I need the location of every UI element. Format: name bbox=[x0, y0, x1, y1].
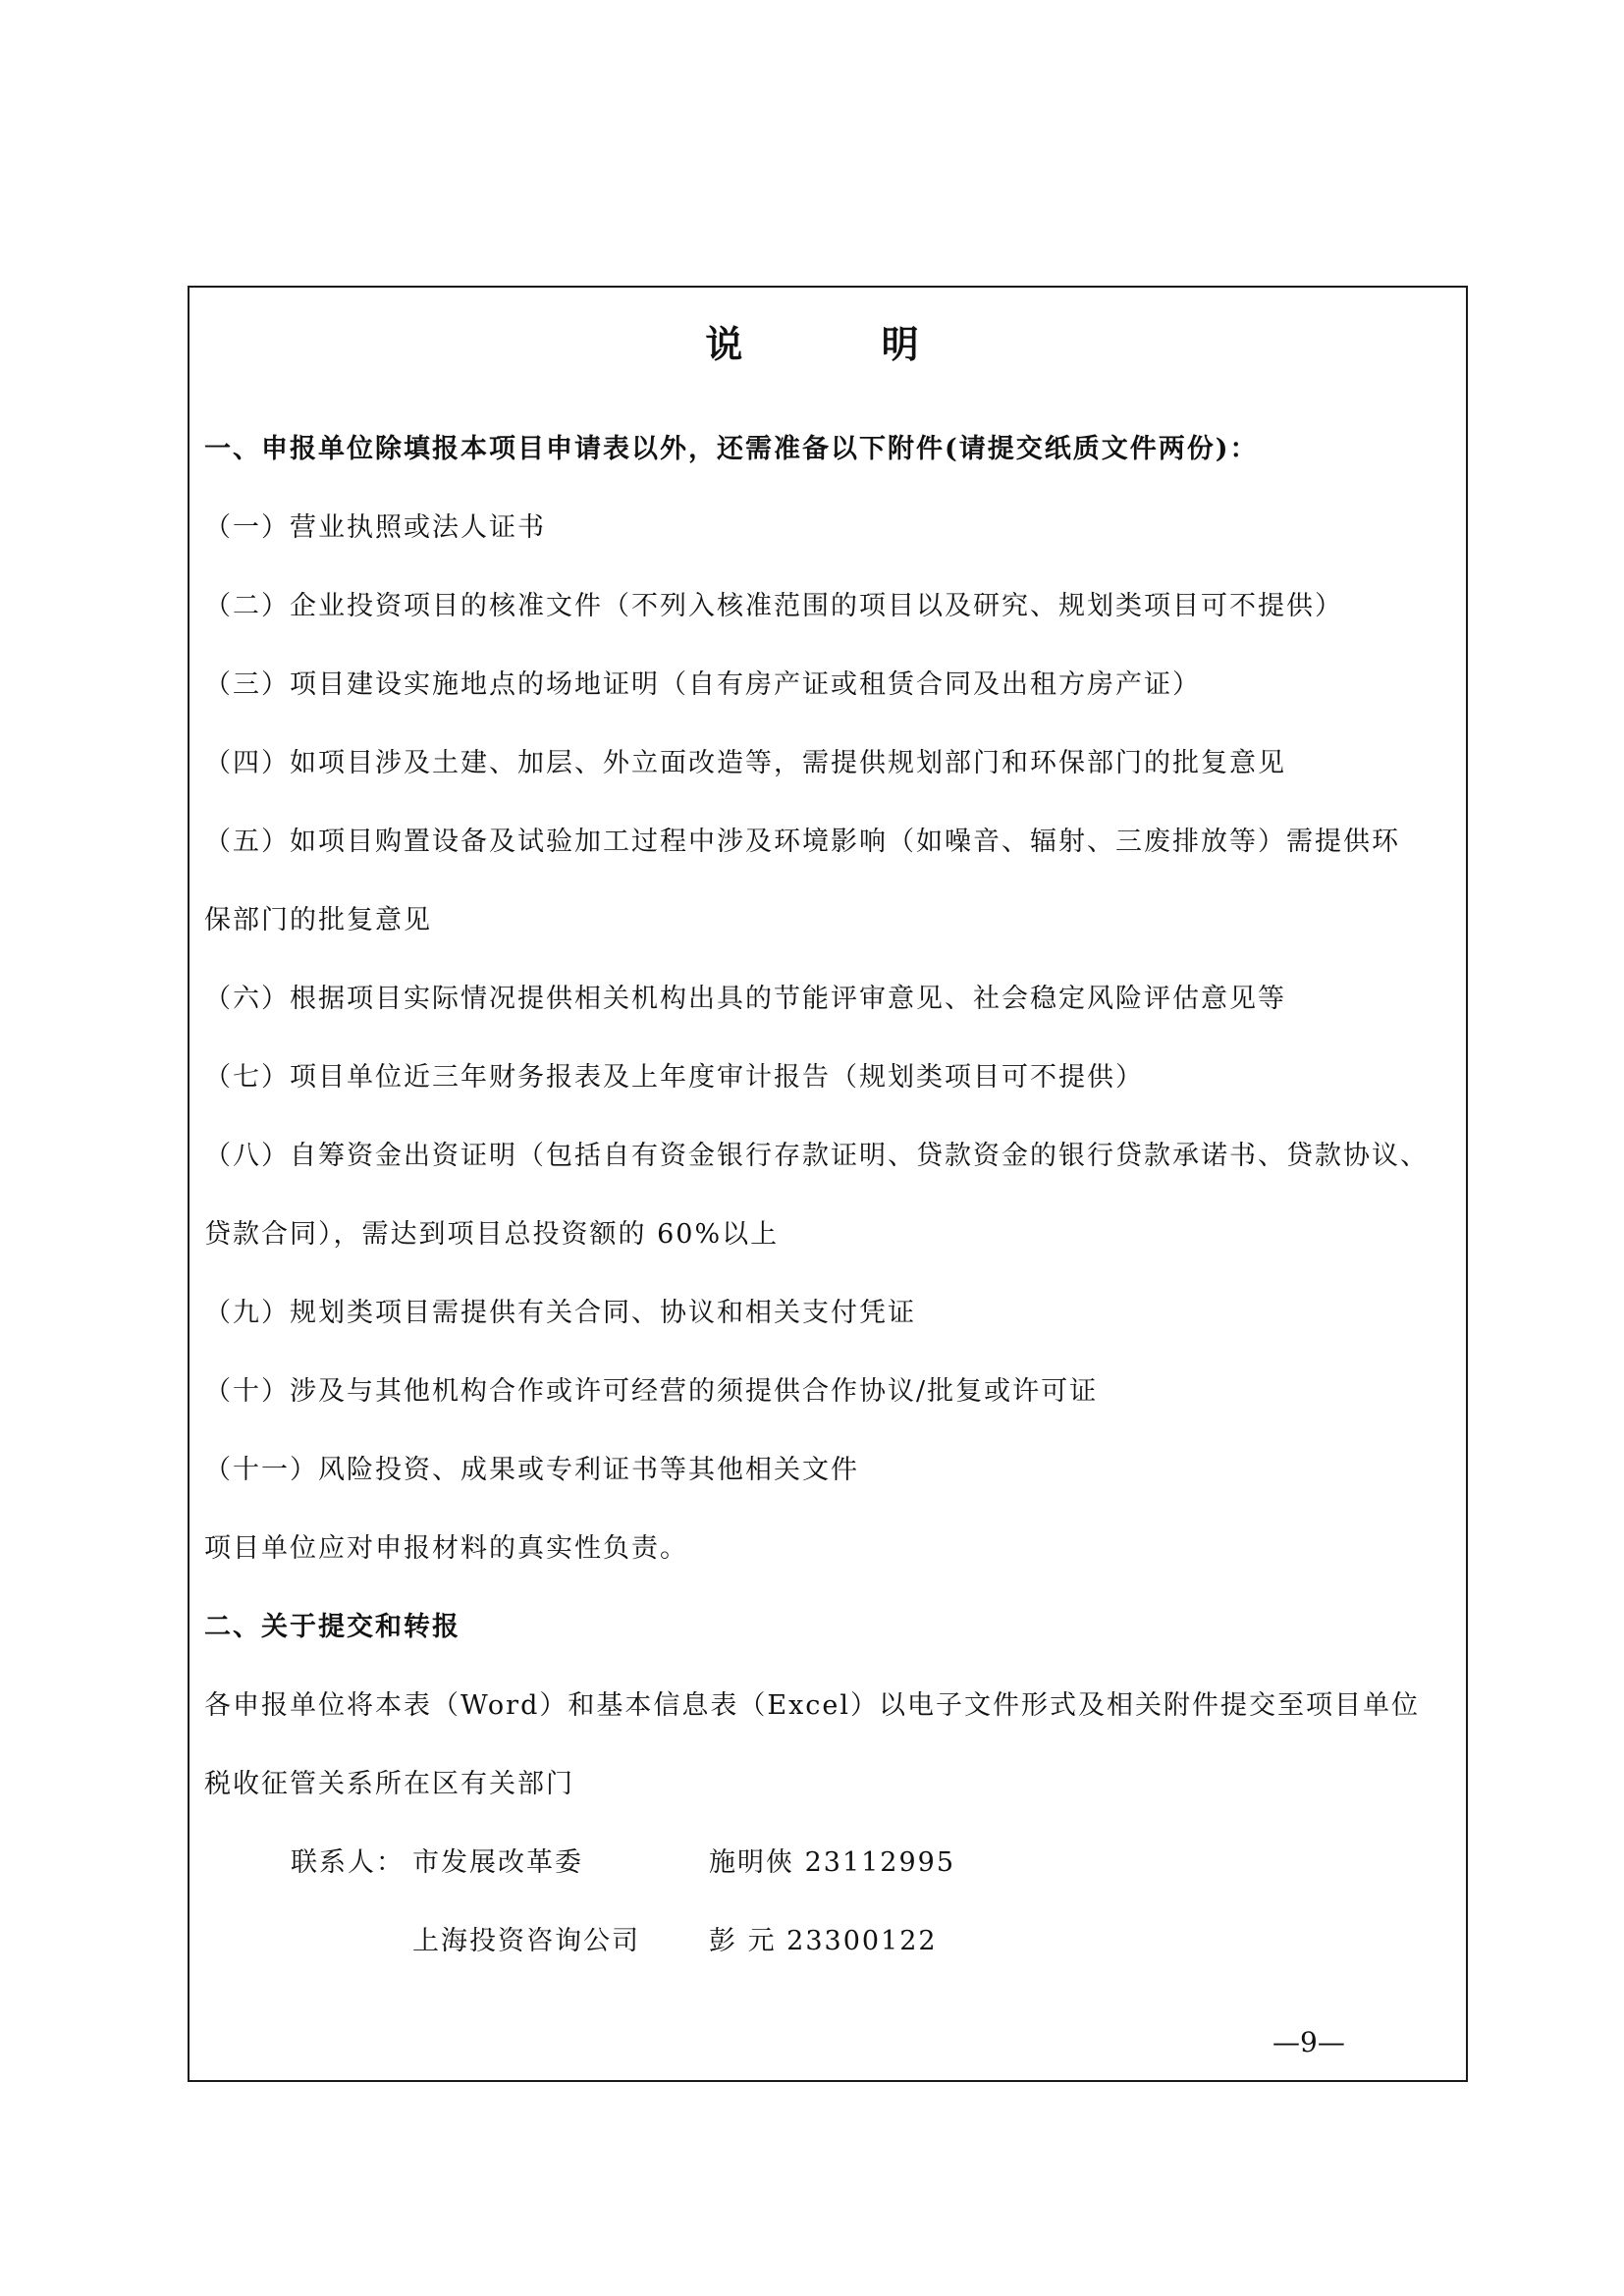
page-title: 说 明 bbox=[705, 322, 982, 366]
list-item-continuation: 保部门的批复意见 bbox=[204, 905, 432, 935]
section1-heading: 一、申报单位除填报本项目申请表以外，还需准备以下附件(请提交纸质文件两份)： bbox=[204, 434, 1259, 464]
list-item: （六）根据项目实际情况提供相关机构出具的节能评审意见、社会稳定风险评估意见等 bbox=[204, 984, 1286, 1014]
contact-person: 施明俠 23112995 bbox=[709, 1847, 956, 1878]
contact-org: 上海投资咨询公司 bbox=[412, 1926, 640, 1956]
list-item: （五）如项目购置设备及试验加工过程中涉及环境影响（如噪音、辐射、三废排放等）需提供环 bbox=[204, 827, 1400, 857]
list-item: （十）涉及与其他机构合作或许可经营的须提供合作协议/批复或许可证 bbox=[204, 1376, 1099, 1407]
section2-body-continuation: 税收征管关系所在区有关部门 bbox=[204, 1769, 574, 1799]
section2-heading: 二、关于提交和转报 bbox=[204, 1612, 460, 1642]
section2-body: 各申报单位将本表（Word）和基本信息表（Excel）以电子文件形式及相关附件提交至项目单位 bbox=[204, 1690, 1421, 1721]
page-number: —9— bbox=[1272, 2026, 1345, 2058]
list-item: （四）如项目涉及土建、加层、外立面改造等，需提供规划部门和环保部门的批复意见 bbox=[204, 748, 1286, 778]
list-item: （三）项目建设实施地点的场地证明（自有房产证或租赁合同及出租方房产证） bbox=[204, 669, 1201, 700]
list-item: （九）规划类项目需提供有关合同、协议和相关支付凭证 bbox=[204, 1298, 916, 1328]
list-item: （一）营业执照或法人证书 bbox=[204, 512, 546, 543]
list-item: （十一）风险投资、成果或专利证书等其他相关文件 bbox=[204, 1455, 859, 1485]
contact-person: 彭 元 23300122 bbox=[709, 1926, 938, 1956]
document-frame bbox=[188, 286, 1468, 2082]
list-item: （七）项目单位近三年财务报表及上年度审计报告（规划类项目可不提供） bbox=[204, 1062, 1144, 1093]
list-item-continuation: 贷款合同），需达到项目总投资额的 60%以上 bbox=[204, 1219, 780, 1250]
list-item: （八）自筹资金出资证明（包括自有资金银行存款证明、贷款资金的银行贷款承诺书、贷款协议、 bbox=[204, 1141, 1429, 1171]
contact-org: 市发展改革委 bbox=[412, 1847, 583, 1878]
list-item: （二）企业投资项目的核准文件（不列入核准范围的项目以及研究、规划类项目可不提供） bbox=[204, 591, 1343, 621]
responsibility-note: 项目单位应对申报材料的真实性负责。 bbox=[204, 1533, 688, 1564]
contacts-label: 联系人： bbox=[291, 1847, 405, 1878]
